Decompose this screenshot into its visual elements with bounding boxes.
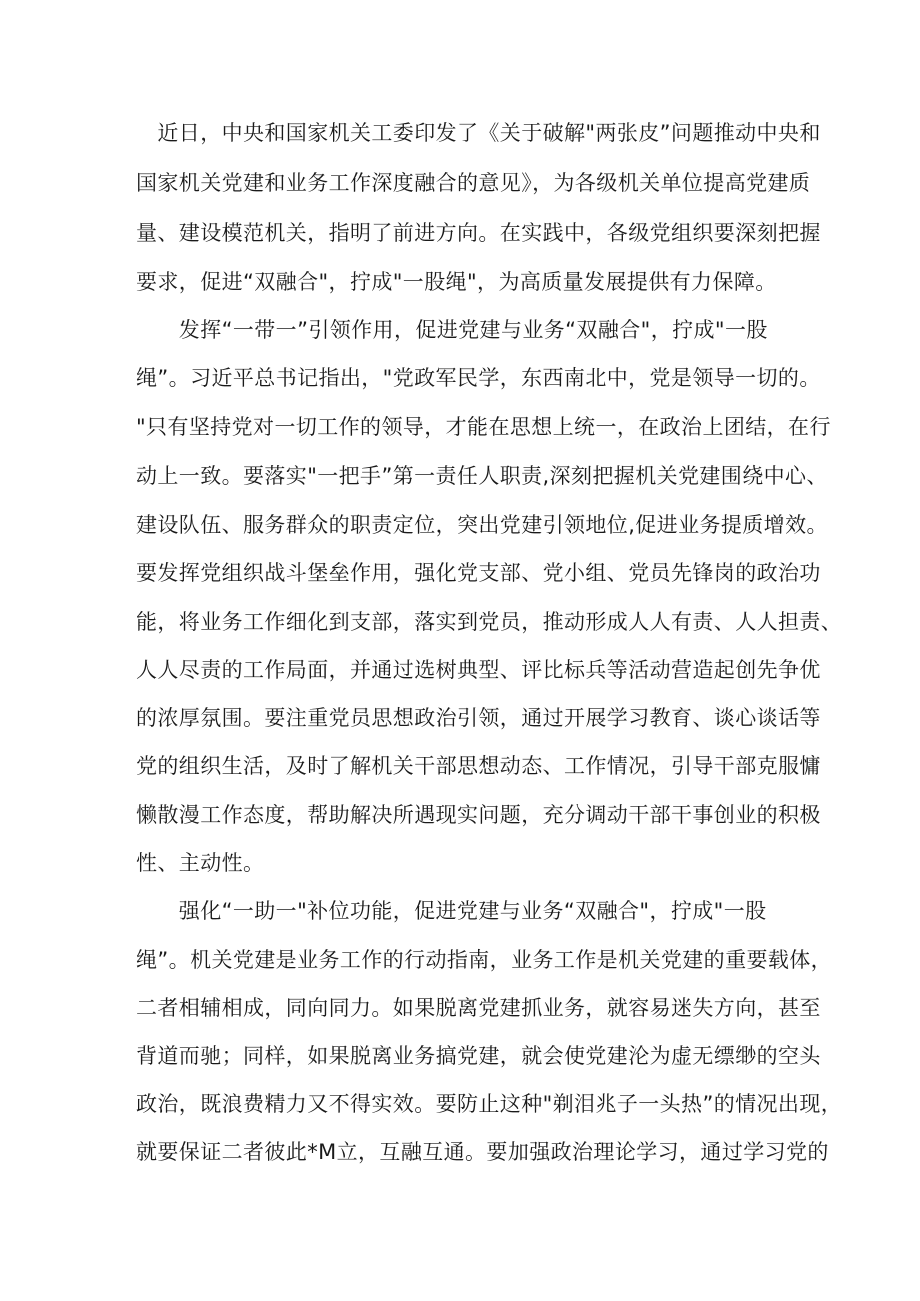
paragraph-1-line-1: 近日，中央和国家机关工委印发了《关于破解"两张皮”问题推动中央和 [136,121,821,145]
paragraph-3-line-6: 就要保证二者彼此*M立，互融互通。要加强政治理论学习，通过学习党的 [136,1140,829,1164]
paragraph-2-line-9: 的浓厚氛围。要注重党员思想政治引领，通过开展学习教育、谈心谈话等 [136,706,821,730]
paragraph-3-line-1: 强化“一助一"补位功能，促进党建与业务“双融合"，拧成"一股 [136,899,767,923]
paragraph-2-line-5: 建设队伍、服务群众的职责定位，突出党建引领地位,促进业务提质增效。 [136,513,828,537]
paragraph-2-line-7: 能，将业务工作细化到支部，落实到党员，推动形成人人有责、人人担责、 [136,610,843,634]
paragraph-3-line-2: 绳”。机关党建是业务工作的行动指南，业务工作是机关党建的重要载体， [136,948,833,972]
paragraph-2-line-2: 绳”。习近平总书记指出，"党政军民学，东西南北中，党是领导一切的。 [136,366,821,390]
paragraph-3-line-3: 二者相辅相成，同向同力。如果脱离党建抓业务，就容易迷失方向，甚至 [136,996,821,1020]
paragraph-1-line-2: 国家机关党建和业务工作深度融合的意见》，为各级机关单位提高党建质 [136,171,811,195]
paragraph-3-line-4: 背道而驰；同样，如果脱离业务搞党建，就会使党建沦为虚无缥缈的空头 [136,1044,821,1068]
paragraph-2-line-10: 党的组织生活，及时了解机关干部思想动态、工作情况，引导干部克服慵 [136,754,821,778]
paragraph-2-line-11: 懒散漫工作态度，帮助解决所遇现实问题，充分调动干部干事创业的积极 [136,803,821,827]
paragraph-2-line-4: 动上一致。要落实"一把手”第一责任人职责,深刻把握机关党建围绕中心、 [136,464,828,488]
paragraph-2-line-8: 人人尽责的工作局面，并通过选树典型、评比标兵等活动营造起创先争优 [136,658,821,682]
paragraph-3-line-5: 政治，既浪费精力又不得实效。要防止这种"剃泪兆子一头热”的情况出现， [136,1092,843,1116]
paragraph-1-line-3: 量、建设模范机关，指明了前进方向。在实践中，各级党组织要深刻把握 [136,221,821,245]
paragraph-2-line-12: 性、主动性。 [136,851,265,875]
paragraph-2-line-1: 发挥“一带一”引领作用，促进党建与业务“双融合"，拧成"一股 [136,318,768,342]
paragraph-2-line-3: "只有坚持党对一切工作的领导，才能在思想上统一，在政治上团结，在行 [136,415,831,439]
paragraph-2-line-6: 要发挥党组织战斗堡垒作用，强化党支部、党小组、党员先锋岗的政治功 [136,561,821,585]
paragraph-1-line-4: 要求，促进“双融合"，拧成"一股绳"，为高质量发展提供有力保障。 [136,270,777,294]
